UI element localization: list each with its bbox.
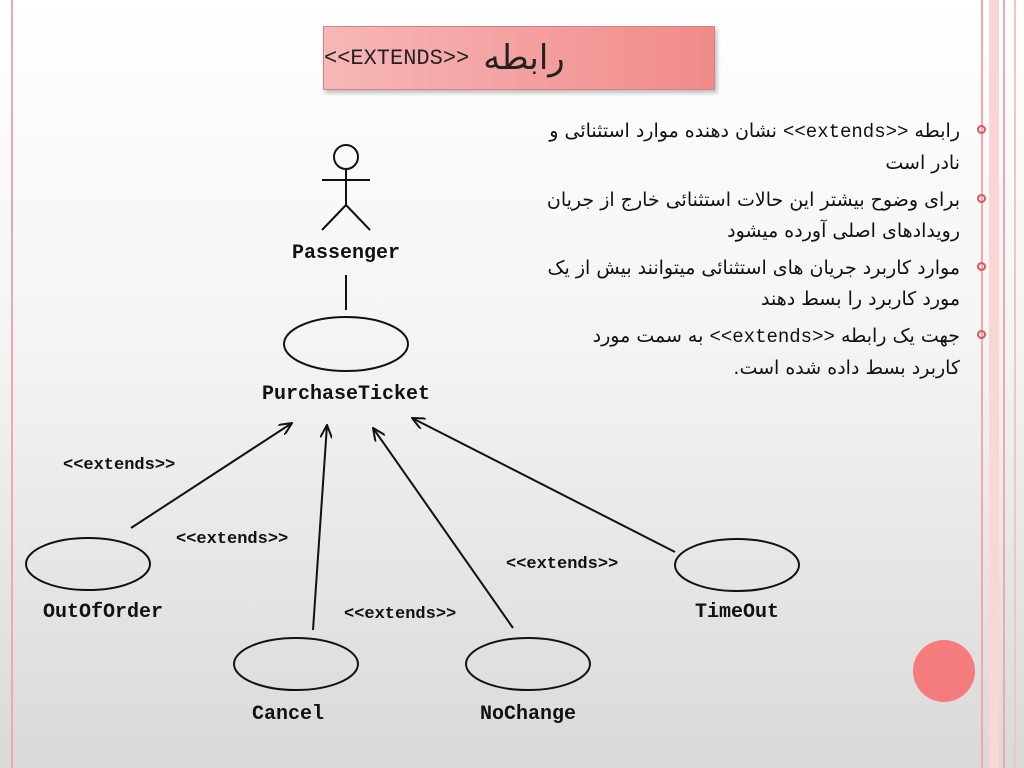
bullet-code: <<extends>> bbox=[709, 326, 835, 348]
bullet-text: رابطه bbox=[908, 120, 960, 142]
use-case-label: OutOfOrder bbox=[42, 601, 164, 624]
use-case-label: NoChange bbox=[479, 703, 577, 726]
actor-label: Passenger bbox=[291, 242, 401, 265]
use-case-purchaseticket bbox=[284, 317, 408, 371]
bullet-text: به سمت مورد کاربرد بسط داده شده است. bbox=[592, 325, 960, 379]
extends-arrow bbox=[131, 423, 292, 528]
extends-label: <<extends>> bbox=[344, 605, 457, 624]
title-stereotype: <<EXTENDS>> bbox=[324, 45, 470, 71]
bullet-code: <<extends>> bbox=[782, 121, 909, 143]
extends-arrow bbox=[313, 425, 327, 630]
extends-arrow bbox=[412, 418, 675, 552]
bullet-text: برای وضوح بیشتر این حالات استثنائی خارج از جریان رویدادهای اصلی آورده میشود bbox=[546, 189, 960, 242]
title-persian: رابطه bbox=[483, 38, 565, 78]
use-case-timeout bbox=[675, 539, 799, 591]
bullet-text: نشان دهنده موارد استثنائی و نادر است bbox=[549, 120, 960, 174]
extends-label: <<extends>> bbox=[63, 456, 176, 475]
use-case-cancel bbox=[234, 638, 358, 690]
use-case-outoforder bbox=[26, 538, 150, 590]
extends-label: <<extends>> bbox=[176, 530, 289, 549]
decorative-circle bbox=[913, 640, 975, 702]
bullet-text: موارد کاربرد جریان های استثنائی میتوانند بیش از یک مورد کاربرد را بسط دهند bbox=[547, 257, 960, 310]
use-case-nochange bbox=[466, 638, 590, 690]
use-case-label: Cancel bbox=[251, 703, 325, 726]
use-case-label: TimeOut bbox=[694, 601, 780, 624]
extends-label: <<extends>> bbox=[506, 555, 619, 574]
bullet-text: جهت یک رابطه bbox=[834, 325, 960, 347]
use-case-label: PurchaseTicket bbox=[261, 383, 431, 406]
actor-passenger-icon bbox=[322, 145, 370, 230]
